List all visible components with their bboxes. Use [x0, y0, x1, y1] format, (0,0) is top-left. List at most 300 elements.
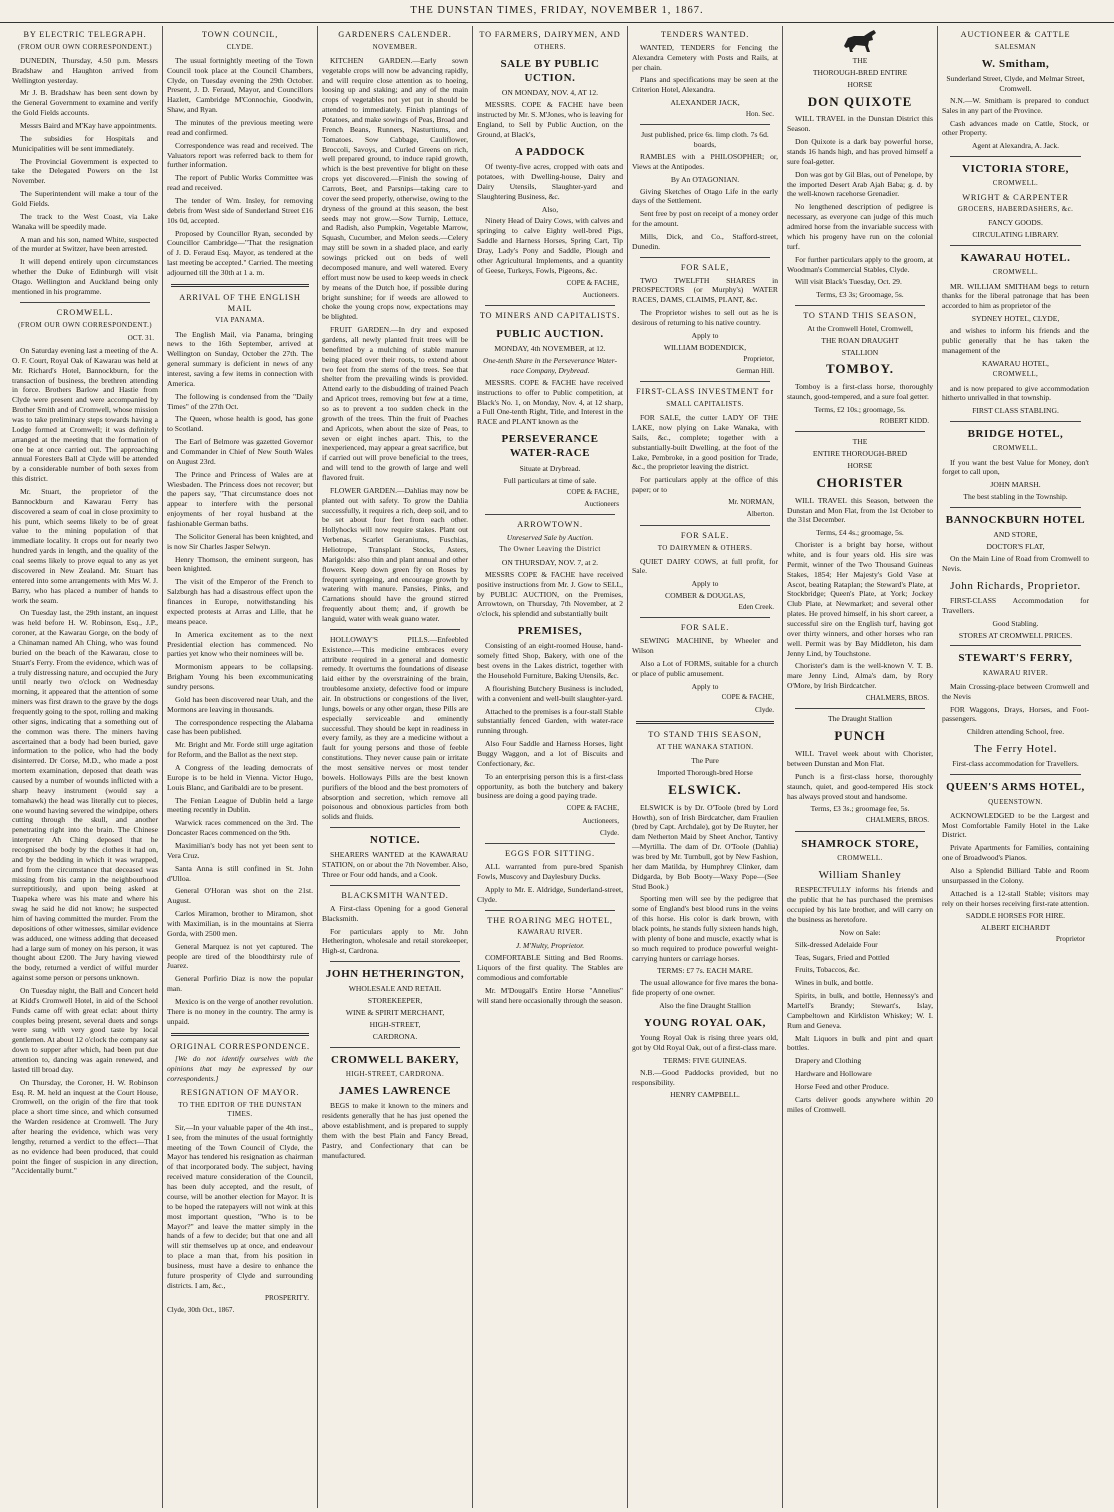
bannockburn-heading: BANNOCKBURN HOTEL — [945, 513, 1086, 526]
council-heading: TOWN COUNCIL, — [201, 30, 279, 39]
tomboy-stallion: STALLION — [841, 347, 879, 357]
bridge-text: If you want the best Value for Money, don't forget to call upon, — [942, 457, 1089, 477]
tenders-title: Hon. Sec. — [745, 109, 774, 118]
arrowtown-text: Also Four Saddle and Harness Horses, light Buggy Waggon, and a lot of Biscuits and Confectionary, &c. — [477, 739, 623, 768]
punch-terms: Terms, £3 3s.; groomage fee, 5s. — [810, 804, 910, 814]
unreserved-sub: The Owner Leaving the District — [499, 544, 601, 553]
machine-sale-place: Clyde. — [755, 705, 774, 714]
column-2 — [163, 26, 318, 1508]
punch-text: WILL Travel week about with Chorister, between Dunstan and Mon Flat. — [787, 749, 933, 769]
cromwell-byline: (FROM OUR OWN CORRESPONDENT.) — [18, 320, 152, 329]
divider — [950, 156, 1081, 157]
telegraph-para: The Superintendent will make a tour of the Gold Fields. — [12, 189, 158, 209]
kawarau-text: MR. WILLIAM SMITHAM begs to return thanks for the liberal patronage that has been accorded to him as proprietor of the — [942, 281, 1089, 311]
divider — [330, 1047, 460, 1048]
arrowtown-text: Consisting of an eight-roomed House, hand-somely fitted Shop, Bakery, with one of the best ovens in the Lakes district, together with the Household Furniture, Baking Utensils, &c. — [477, 641, 623, 680]
auctioneer-title: Auctioneers. — [582, 290, 619, 299]
arrowtown-text: MESSRS COPE & FACHE have received positive instructions from Mr. J. Gow to SELL, by PUBLIC AUCTION, on the Premises, Arrowtown, on Thursday, 7th November, at 2 o'clock, his splendid and substantially built — [477, 569, 623, 619]
chorister-text: WILL TRAVEL this Season, between the Dunstan and Mon Flat, from the 1st October to the 31st December. — [787, 495, 933, 525]
victoria-fancy: FANCY GOODS. — [988, 218, 1043, 228]
shamrock-sub: CROMWELL. — [837, 853, 883, 862]
shamrock-name: William Shanley — [818, 869, 902, 882]
bridge-name: JOHN MARSH. — [990, 480, 1041, 490]
cromwell-para: Mr. Stuart, the proprietor of the Bannockburn and Kawarau Ferry has discovered a seam of coal in close proximity to his punt, which seems likely to be of great value to the mining population of that immediate locality. It crops out for nearly two hundred yards in length, and the quality of the coal seems likely to prove equal to any as yet discovered in New Zealand. Mr. Stuart has entered into some arrangements with Mrs W. J. Barry, who has placed a number of hands to work the seam. — [12, 487, 158, 605]
auction-heading: PUBLIC AUCTION. — [496, 328, 604, 341]
notice-heading: NOTICE. — [369, 834, 421, 847]
sale-text: TWO TWELFTH SHARES in PROSPECTORS (or Murphy's) WATER RACES, DAMS, CLAIMS, PLANT, &c. — [632, 275, 778, 305]
cromwell-para: On Thursday, the Coroner, H. W. Robinson Esq. R. M. held an inquest at the Court House, Cromwell, on the origin of the fire that took place a short time since, and which consumed the Warden residence at Cromwell. The Jury after hearing the evidence, which was very lengthy, returned a verdict to the effect—That as no evidence had been produced, that could point the finger of suspicion in any direction, "Accidentally burnt." — [12, 1077, 158, 1176]
divider — [795, 831, 925, 832]
telegraph-para: Messrs Baird and M'Kay have appointments. — [20, 121, 157, 131]
farmers-heading: TO FARMERS, DAIRYMEN, AND — [479, 30, 621, 39]
auction-text: MESSRS. COPE & FACHE have received instructions to offer to Public competition, at Black's No. 1, on Monday, Nov. 4, at 12 sharp, a Full One-tenth Right, Title, and Interest in the RACE and PLANT known as the — [477, 377, 623, 427]
correspondence-note: [We do not identify ourselves with the opinions that may be expressed by our correspondents.] — [167, 1054, 313, 1084]
queens-arms-text: Private Apartments for Families, containing one of Broadwood's Pianos. — [942, 843, 1089, 863]
divider — [795, 708, 925, 709]
cromwell-para: On Tuesday last, the 29th instant, an inquest was held before H. W. Robinson, Esq., J.P., coroner, at the Kawarau Gorge, on the body of a Chinaman named Ah Ching, who was found buried on the beach of the Kawarau, close to Stuart's Ferry. From the evidence, which was of a truly distressing nature, and occupied the Jury until nearly two o'clock on Wednesday morning, it appeared that the attention of some miners was first drawn to the grave by the dogs frequently going to the spot, rolling and making other signs, indicating that a something out of the common was there. The miners having ascertained that a body had been buried, gave information to the police, who had the body disinterred. Dr Corse, M.D., who made a post mortem examination, deposed that death was caused by a number of wounds inflicted with a sharp heavy instrument (would say a tomahawk) the head was literally cut to pieces, one wound having severed the windpipe, others cutting through the skull, and another penetrating right into the brain. The Chinese interpreter Ah Ching deposed that he recognised the body by the clothes it had on, and by the bedding in which it was wrapped, and from the circumstance that deceased was missing from his camp in the neighbourhood surreptitiously, and upon being asked at Tuapeka where was his mate and where his swag he said he did not know; he suspected him of having committed the murder. From the depositions of other witnesses, similar evidence was adduced, one witness adding that deceased had a large sum of money on his person, it was thought about £200. The Jury having viewed the body, returned a verdict of wilful murder against some person or persons unknown. — [12, 608, 158, 983]
elswick-pure: The Pure — [691, 756, 719, 766]
don-quixote-horse: HORSE — [847, 79, 873, 89]
punch-text: Punch is a first-class horse, thoroughly staunch, quiet, and good-tempered His stock has always proved stout and handsome. — [787, 771, 933, 801]
book-text: Mills, Dick, and Co., Stafford-street, Dunedin. — [632, 232, 778, 251]
chorister-breed: ENTIRE THOROUGH-BRED — [812, 449, 908, 459]
queens-arms-text: Attached is a 12-stall Stable; visitors may rely on their horses receiving first-rate attention. — [942, 888, 1089, 908]
divider — [636, 721, 774, 724]
investment-heading: FIRST-CLASS INVESTMENT for — [636, 387, 774, 397]
roaring-meg-heading: THE ROARING MEG HOTEL, — [487, 915, 613, 925]
mail-para: Gold has been discovered near Utah, and the Mormons are leaving in thousands. — [167, 694, 313, 714]
arrowtown-date: ON THURSDAY, NOV. 7, at 2. — [501, 557, 599, 567]
mail-para: Mexico is on the verge of another revolution. There is no money in the country. The army is unpaid. — [167, 997, 313, 1026]
kawarau-sub: CROMWELL. — [992, 268, 1039, 277]
tenders-signature: ALEXANDER JACK, — [670, 98, 740, 108]
don-quixote-the: THE — [852, 56, 868, 65]
shamrock-item: Spirits, in bulk, and bottle, Hennessy's and Martell's Brandy; Stewart's, Islay, Campbeltown and Kirkliston Whiskey; W. I. Rum and Geneva. — [787, 991, 933, 1030]
unreserved-heading: Unreserved Sale by Auction. — [506, 533, 594, 542]
chorister-text: Chorister is a bright bay horse, without white, and is four years old. His sire was Permit, winner of the Two Thousand Guineas Stakes, 1854; Her Majesty's Gold Vase at Ascot, beating Rataplan; the Steward's Plate, at Stockbridge; Queen's Plate, at York; Jockey Club Plate, at Newmarket; and several other plates. He proved himself, in his short career, a successful sire on the English turf, having got over thirty winners, and other horses who ran well. Permit was by Bay Middleton, his dam Jenny Lind, by Touchstone. — [787, 540, 933, 658]
divider — [795, 305, 925, 306]
sale-title: Proprietor, — [743, 354, 774, 363]
mail-para: Henry Thomson, the eminent surgeon, has been knighted. — [167, 554, 313, 574]
machine-sale-text: SEWING MACHINE, by Wheeler and Wilson — [632, 636, 778, 656]
bannockburn-sub: AND STORE, — [993, 530, 1038, 540]
campbell-signature: HENRY CAMPBELL. — [670, 1090, 740, 1100]
stewarts-ferry-text: FOR Waggons, Drays, Horses, and Foot-passengers. — [942, 704, 1089, 724]
tomboy-breed: THE ROAN DRAUGHT — [821, 335, 899, 345]
smitham-agent: Agent at Alexandra, A. Jack. — [971, 141, 1060, 151]
victoria-sub: CROMWELL. — [992, 179, 1039, 188]
telegraph-para: The Provincial Government is expected to take the Delegated Powers on the 1st November. — [12, 156, 158, 186]
cromwell-para: On Tuesday night, the Ball and Concert held at Kidd's Cromwell Hotel, in aid of the School Funds came off with great eclat: about thirty couples being present, several duets and songs were sung with very good taste by local gentlemen. At about 12 o'clock the company sat down to supper after which, had been put due attention to, dancing was again renewed, and lasted till broad day. — [12, 986, 158, 1074]
eggs-text: Apply to Mr. E. Aldridge, Sunderland-street, Clyde. — [477, 884, 623, 904]
hetherington-line: STOREKEEPER, — [367, 996, 423, 1006]
punch-signature: CHALMERS, BROS. — [865, 816, 929, 825]
mail-para: Warwick races commenced on the 3rd. The Doncaster Races commenced on the 9th. — [167, 818, 313, 838]
investment-signature: Mr. NORMAN, — [728, 498, 774, 507]
don-quixote-text: Don was got by Gil Blas, out of Penelope, by the imported Desert Arab Ajah Baba; g. d. by the well-known racehorse Grenadier. — [787, 169, 933, 199]
don-quixote-text: For further particulars apply to the groom, at Woodman's Commercial Stables, Clyde. — [787, 254, 933, 274]
shamrock-item: Hardware and Holloware — [795, 1069, 872, 1079]
correspondence-heading: ORIGINAL CORRESPONDENCE. — [170, 1041, 310, 1051]
shamrock-item: Fruits, Tobaccos, &c. — [795, 965, 860, 975]
shamrock-item: Teas, Sugars, Fried and Pottled — [795, 952, 890, 962]
don-quixote-text: No lengthened description of pedigree is necessary, as everyone can judge of this much admired horse from the invariable success with which his progeny have run on the colonial turf. — [787, 202, 933, 251]
smitham-address: Sunderland Street, Clyde, and Melmar Street, Cromwell. — [946, 74, 1085, 94]
ferry-hotel-text: First-class accommodation for Travellers. — [952, 759, 1079, 769]
mail-para: Santa Anna is still confined in St. John d'Ulloa. — [167, 863, 313, 883]
mail-para: The Queen, whose health is good, has gone to Scotland. — [167, 414, 313, 434]
resignation-to: TO THE EDITOR OF THE DUNSTAN TIMES. — [178, 1100, 302, 1118]
divider — [950, 507, 1081, 508]
divider — [330, 885, 460, 886]
elswick-imported: Imported Thorough-bred Horse — [657, 767, 753, 777]
smitham-name: W. Smitham, — [981, 57, 1050, 70]
elswick-terms: TERMS: £7 7s. EACH MARE. — [657, 966, 753, 976]
masthead: THE DUNSTAN TIMES, FRIDAY, NOVEMBER 1, 1867. — [0, 0, 1114, 23]
arrowtown-text: Attached to the premises is a four-stall Stable substantially fenced Garden, with water-race running through. — [477, 706, 623, 736]
tomboy-location: At the Cromwell Hotel, Cromwell, — [807, 323, 913, 333]
stewarts-ferry-sub: KAWARAU RIVER. — [982, 668, 1049, 677]
auctioneer-title: Auctioneers, — [582, 816, 619, 825]
richards-name: John Richards, Proprietor. — [950, 579, 1081, 592]
horse-icon — [838, 28, 882, 54]
dairy-sale-sub: TO DAIRYMEN & OTHERS. — [657, 543, 753, 552]
machine-sale-signature: COPE & FACHE, — [721, 693, 774, 702]
sale-heading: FOR SALE, — [680, 262, 730, 272]
tomboy-text: Tomboy is a first-class horse, thoroughly staunch, good-tempered, and a sure foal getter. — [787, 382, 933, 402]
don-quixote-terms: Terms, £3 3s; Groomage, 5s. — [816, 290, 904, 300]
tenders-text: Plans and specifications may be seen at the Criterion Hotel, Alexandra. — [632, 75, 778, 95]
blacksmith-text: For particulars apply to Mr. John Hetherington, wholesale and retail storekeeper, High-st, Cardrona. — [322, 926, 468, 956]
victoria-owners: WRIGHT & CARPENTER — [962, 192, 1069, 202]
don-quixote-text: WILL TRAVEL in the Dunstan District this Season. — [787, 114, 933, 134]
tomboy-name: TOMBOY. — [825, 361, 895, 377]
divider — [330, 961, 460, 962]
roaring-meg-sub: KAWARAU RIVER. — [517, 928, 583, 937]
council-para: The usual fortnightly meeting of the Town Council took place at the Council Chambers, Clyde, on Tuesday evening the 29th October. Present, J. D. Feraud, Mayor, and Councillors Hazlett, Cambridge M'Connochie, Goodwin, Shaw, and Ryan. — [167, 55, 313, 115]
telegraph-para: Mr J. B. Bradshaw has been sent down by the General Government to examine and verify the Gold Fields accounts. — [12, 88, 158, 118]
don-quixote-text: Will visit Black's Tuesday, Oct. 29. — [795, 277, 902, 287]
telegraph-para: It will depend entirely upon circumstances whether the Duke of Edinburgh will visit Otago. Wellington and Auckland being only mentioned in his programme. — [12, 257, 158, 296]
shamrock-sale: Now on Sale: — [839, 927, 881, 937]
arrowtown-heading: ARROWTOWN. — [517, 520, 583, 530]
tomboy-signature: ROBERT KIDD. — [879, 416, 929, 425]
telegraph-para: A man and his son, named White, suspected of the murder at Switzer, have been arrested. — [12, 234, 158, 254]
divider — [640, 525, 770, 526]
column-5 — [628, 26, 783, 1508]
dairy-sale-heading: FOR SALE. — [680, 530, 730, 540]
also-label: Also, — [541, 204, 559, 214]
tenders-heading: TENDERS WANTED. — [660, 30, 750, 39]
kawarau-text: and is now prepared to give accommodation hitherto unrivalled in that township. — [942, 383, 1089, 403]
bridge-sub: CROMWELL. — [992, 444, 1039, 453]
royal-oak-nb: N.B.—Good Paddocks provided, but no responsibility. — [632, 1067, 778, 1087]
divider — [171, 1033, 309, 1036]
hetherington-line: CARDRONA. — [372, 1031, 418, 1041]
council-para: Proposed by Councillor Ryan, seconded by Councillor Cambridge—"That the resignation of J. D. Feraud Esq. Mayor, as tendered at the last meeting be accepted." Carried. The meeting adjourned till the 30th at 1 a. m. — [167, 228, 313, 278]
victoria-heading: VICTORIA STORE, — [961, 163, 1070, 176]
don-quixote-breed: THOROUGH-BRED ENTIRE — [812, 67, 908, 77]
lawrence-name: JAMES LAWRENCE — [339, 1085, 451, 1098]
hetherington-line: HIGH-STREET, — [369, 1020, 421, 1030]
elswick-text: Sporting men will see by the pedigree that some of England's best blood runs in the veins of this horse. His color is dark brown, with black points, he stands fully sixteen hands high, with plenty of bone and muscle, exactly what is so much required to produce powerful weight-carrying hunters or carriage horses. — [632, 894, 778, 963]
investment-sub: SMALL CAPITALISTS. — [666, 400, 744, 409]
richards-stabling: Good Stabling. — [992, 618, 1039, 628]
mail-para: The Earl of Belmore was gazetted Governor and Commander in Chief of New South Wales on August 23rd. — [167, 437, 313, 466]
divider — [171, 284, 309, 287]
council-sub: CLYDE. — [226, 42, 254, 51]
shamrock-item: Horse Feed and other Produce. — [795, 1081, 889, 1091]
sale-signature: WILLIAM BODENDICK, — [663, 342, 747, 352]
divider — [640, 381, 770, 382]
blacksmith-heading: BLACKSMITH WANTED. — [341, 891, 449, 901]
auction-text: Full particulars at time of sale. — [503, 475, 597, 485]
divider — [485, 910, 615, 911]
tenders-text: WANTED, TENDERS for Fencing the Alexandra Cemetery with Posts and Rails, at per chain. — [632, 42, 778, 72]
cromwell-heading: CROMWELL. — [56, 307, 114, 317]
mail-heading: ARRIVAL OF THE ENGLISH MAIL — [179, 292, 301, 313]
auctioneer-title: Auctioneers — [584, 499, 619, 508]
mail-para: The following is condensed from the "Daily Times" of the 27th Oct. — [167, 391, 313, 411]
elswick-heading: TO STAND THIS SEASON, — [648, 730, 762, 740]
telegraph-heading: BY ELECTRIC TELEGRAPH. — [23, 30, 147, 39]
council-para: Correspondence was read and received. The Valuators report was referred back to them for further information. — [167, 140, 313, 170]
royal-oak-text: Young Royal Oak is rising three years old, got by Old Royal Oak, out of a first-class mare. — [632, 1033, 778, 1053]
divider — [795, 431, 925, 432]
book-title: RAMBLES with a PHILOSOPHER; or, Views at the Antipodes. — [632, 152, 778, 171]
share-heading: One-tenth Share in the Perseverance Water-race Company, Drybread. — [482, 356, 618, 376]
columns — [8, 26, 1106, 1508]
queens-arms-signature: ALBERT EICHARDT — [980, 923, 1051, 933]
hetherington-name: JOHN HETHERINGTON, — [325, 968, 465, 981]
column-6 — [783, 26, 938, 1508]
roaring-meg-text: Mr. M'Dougall's Entire Horse "Annelius" will stand here occasionally through the season. — [477, 985, 623, 1005]
auctioneer-place: Clyde. — [600, 829, 619, 838]
mail-para: General Marquez is not yet captured. The people are tired of the bloodthirsty rule of Juarez. — [167, 941, 313, 971]
hetherington-line: WHOLESALE AND RETAIL — [348, 984, 442, 994]
shamrock-text: RESPECTFULLY informs his friends and the public that he has purchased the premises occupied by his late brother, and will carry on the business as heretofore. — [787, 885, 933, 924]
divider — [330, 629, 460, 630]
dairy-sale-text: QUIET DAIRY COWS, at full profit, for Sale. — [632, 556, 778, 576]
resignation-signature: PROSPERITY. — [264, 1293, 309, 1302]
bannockburn-flat: DOCTOR'S FLAT, — [986, 542, 1045, 552]
mail-para: Carlos Miramon, brother to Miramon, shot with Maximilian, is in the mountains at Sierra Gorda, with 2500 men. — [167, 909, 313, 938]
holloway-ad: HOLLOWAY'S PILLS.—Enfeebled Existence.—This medicine embraces every attribute required in a general and domestic remedy. It overturns the foundations of disease laid either by the overstraining of the brain, troublesome anxiety, defective food or impure air. In obstructions or congestions of the liver, lungs, bowels or any other organ, these Pills are especially serviceable and eminently successful. They should be kept in readiness in every family, as they are a medicine without a fault for young persons and those of feeble constitutions. They never cause pain or irritate the most sensitive nerves or most tender bowels. Holloways Pills are the best known purifiers of the blood and the best promoters of absorption and secretion, which remove all poisonous and obnoxious particles from both solids and fluids. — [322, 634, 468, 822]
mail-para: Mormonism appears to be collapsing. Brigham Young his been excommunicating sundry persons. — [167, 662, 313, 691]
mail-para: The Prince and Princess of Wales are at Wiesbaden. The Princess does not recover; but the papers say, "That circumstance does not appear to interfere with the personal enjoyments of her royal husband at the fashionable German baths. — [167, 469, 313, 529]
shamrock-item: Drapery and Clothing — [795, 1056, 862, 1066]
chorister-terms: Terms, £4 4s.; groomage, 5s. — [816, 528, 904, 538]
resignation-para: Sir,—In your valuable paper of the 4th inst., I see, from the minutes of the usual fortnightly meeting of the Town Council of Clyde, the Mayor has tendered his resignation as chairman of that incorporated body. The subject, having received mature consideration of the Council, has been duly accepted, and the result, of course, will be another election for Mayor. It is to be hoped the ratepayers will not wink at this most important question, "Who is to be Mayor?" and leave the matter simply in the hands of a few to decide; but that one and all will stir themselves up at once, and endeavour to place a man that, from his position in business, must have a desire to enhance the future prosperity of Clyde and surrounding districts. I am, &c., — [167, 1122, 313, 1290]
machine-sale-text: Also a Lot of FORMS, suitable for a church or place of public amusement. — [632, 658, 778, 678]
bridge-heading: BRIDGE HOTEL, — [967, 428, 1064, 441]
queens-arms-title: Proprietor — [1055, 935, 1085, 944]
mail-para: Mr. Bright and Mr. Forde still urge agitation for Reform, and the Ballot as the next step. — [167, 740, 313, 760]
gardeners-para: FLOWER GARDEN.—Dahlias may now be planted out with safety. To grow the Dahlia successfully, it requires a rich, deep soil, and to be set about four feet from each other. Hollyhocks will now require stakes. Plant out Verbenas, Scarlet Geraniums, Fuschias, Heliotrope, Transplant Stocks, Asters, Marigolds: also thin and plant annual and other flowers. Keep down green fly on Roses by frequent syringeing, and encourage growth by watering with manure. Pansies, Pinks, and Carnations should have the ground stirred frequently about them; and, if growth be languid, water with weak guano water. — [322, 485, 468, 623]
premises-heading: PREMISES, — [517, 625, 583, 638]
dairy-sale-place: Eden Creek. — [738, 603, 774, 612]
eggs-text: ALL warranted from pure-bred Spanish Fowls, Muscovy and Daylesbury Ducks. — [477, 862, 623, 882]
book-text: Sent free by post on receipt of a money order for the amount. — [632, 209, 778, 229]
sale-text: Of twenty-five acres, cropped with oats and potatoes, with Dwelling-house, Dairy and Dairy Utensils, Slaughter-yard and Slaughtering Business, &c. — [477, 162, 623, 201]
book-text: Giving Sketches of Otago Life in the early days of the Settlement. — [632, 186, 778, 206]
divider — [330, 827, 460, 828]
mail-para: The English Mail, via Panama, bringing news to the 16th September, arrived at Wellington on Sunday, October the 27th. The general summary is deficient in news of any interest, saving a few items in connection with America. — [167, 329, 313, 388]
auctioneer-signature: COPE & FACHE, — [566, 487, 619, 496]
punch-name: PUNCH — [834, 728, 886, 744]
queens-arms-heading: QUEEN'S ARMS HOTEL, — [946, 781, 1085, 794]
bakery-heading: CROMWELL BAKERY, — [331, 1053, 459, 1066]
divider — [485, 305, 615, 306]
shamrock-heading: SHAMROCK STORE, — [801, 837, 919, 850]
auction-date: MONDAY, 4th NOVEMBER, at 12. — [494, 344, 606, 354]
sale-text: The Proprietor wishes to sell out as he is desirous of returning to his native country. — [632, 308, 778, 327]
sale-heading: SALE BY PUBLIC UCTION. — [500, 57, 600, 85]
arrowtown-text: A flourishing Butchery Business is included, with a convenient and well-built slaughter-yard. — [477, 683, 623, 703]
machine-sale-apply: Apply to — [691, 681, 719, 691]
farmers-heading-2: OTHERS. — [534, 42, 566, 51]
divider — [950, 421, 1081, 422]
mail-para: The correspondence respecting the Alabama case has been published. — [167, 717, 313, 737]
chorister-the: THE — [852, 437, 868, 447]
smitham-heading: AUCTIONEER & CATTLE — [960, 30, 1071, 39]
chorister-horse: HORSE — [847, 460, 873, 470]
stewarts-ferry-text-3: Children attending School, free. — [966, 727, 1065, 737]
column-4 — [473, 26, 628, 1508]
lawrence-text: BEGS to make it known to the miners and residents generally that he has just opened the above establishment, and is prepared to supply them with the best Plain and Fancy Bread, Pastry, and Confectionary that can be manufactured. — [322, 1101, 468, 1160]
gardeners-sub: NOVEMBER. — [372, 42, 418, 51]
race-heading: PERSEVERANCE WATER-RACE — [501, 433, 599, 460]
kawarau-text: and wishes to inform his friends and the public generally that he has taken the management of the — [942, 326, 1089, 355]
blacksmith-text: A First-class Opening for a good General Blacksmith. — [322, 903, 468, 923]
cromwell-date: OCT. 31. — [127, 333, 154, 342]
shamrock-item: Wines in bulk, and bottle. — [795, 978, 874, 988]
arrowtown-text: To an enterprising person this is a first-class opportunity, as both the butchery and bakery business are doing a good paying trade. — [477, 771, 623, 801]
sale-text: Ninety Head of Dairy Cows, with calves and springing to calve Eighty well-bred Pigs, Saddle and Harness Horses, Spring Cart, Tip Dray, Lady's Pony and Saddle, Plough and other Agricultural Implements, and a quantity of Geese, Turkeys, Fowls, Pigeons, &c. — [477, 216, 623, 275]
queens-arms-hire: SADDLE HORSES FOR HIRE. — [965, 911, 1066, 921]
kawarau-heading: KAWARAU HOTEL. — [960, 252, 1071, 265]
mail-para: The Solicitor General has been knighted, and is now Sir Charles Jasper Selwyn. — [167, 531, 313, 551]
telegraph-para: DUNEDIN, Thursday, 4.50 p.m. Messrs Bradshaw and Haughton arrived from Wellington yesterday. — [12, 55, 158, 85]
sale-date: ON MONDAY, NOV. 4, AT 12. — [501, 88, 599, 98]
bridge-text-2: The best stabling in the Township. — [963, 492, 1068, 502]
mail-para: The Fenian League of Dublin held a large meeting recently in Dublin. — [167, 795, 313, 815]
mail-para: A Congress of the leading democrats of Europe is to be held in Vienna. Victor Hugo, Louis Blanc, and Garibaldi are to be present. — [167, 762, 313, 792]
elswick-sub: AT THE WANAKA STATION. — [656, 742, 754, 751]
shamrock-carts: Carts deliver goods anywhere within 20 miles of Cromwell. — [787, 1094, 933, 1114]
roaring-meg-proprietor: J. M'Nulty, Proprietor. — [515, 941, 585, 951]
richards-text: FIRST-CLASS Accommodation for Travellers. — [942, 595, 1089, 615]
divider — [640, 124, 770, 125]
elswick-text: ELSWICK is by Dr. O'Toole (bred by Lord Howth), son of Irish Birdcatcher, dam Fraulien (bred by Capt. Archdale), got by De Ruyter, her dam Netherton Maid by Sheet Anchor, Tantivy—Myrtilla. The dam of Dr. O'Toole (Dahlia) was bred by Mr. Turnbull, got by New Fashion, her dam Matilda, by Humphrey Clinker, dam Didgarda, by Bob Booty—Waxy Pope—(See Stud Book.) — [632, 802, 778, 891]
royal-oak-terms: TERMS: FIVE GUINEAS. — [663, 1055, 747, 1065]
royal-oak-name: YOUNG ROYAL OAK, — [644, 1016, 766, 1029]
bakery-sub: HIGH-STREET, CARDRONA. — [345, 1070, 445, 1079]
column-1 — [8, 26, 163, 1508]
victoria-library: CIRCULATING LIBRARY. — [972, 230, 1059, 240]
auctioneer-signature: COPE & FACHE, — [566, 278, 619, 287]
column-7 — [938, 26, 1093, 1508]
investment-text: For particulars apply at the office of this paper; or to — [632, 475, 778, 495]
telegraph-byline: (FROM OUR OWN CORRESPONDENT.) — [18, 42, 152, 51]
don-quixote-text: Don Quixote is a dark bay powerful horse, stands 16 hands high, and has proved himself a sure foal-getter. — [787, 137, 933, 166]
queens-arms-sub: QUEENSTOWN. — [988, 797, 1043, 806]
tomboy-heading: TO STAND THIS SEASON, — [803, 311, 917, 321]
shamrock-item: Silk-dressed Adelaide Four — [795, 939, 878, 949]
divider — [950, 774, 1081, 775]
council-para: The minutes of the previous meeting were read and confirmed. — [167, 118, 313, 137]
kawarau-hotel-2: KAWARAU HOTEL, — [982, 358, 1049, 368]
telegraph-para: The subsidies for Hospitals and Municipalities will be sent immediately. — [12, 133, 158, 153]
queens-arms-text: Also a Splendid Billiard Table and Room unsurpassed in the Colony. — [942, 865, 1089, 885]
stewarts-ferry-heading: STEWART'S FERRY, — [958, 652, 1073, 665]
sale-place: German Hill. — [736, 366, 774, 375]
bannockburn-text: On the Main Line of Road from Cromwell to Nevis. — [942, 553, 1089, 573]
richards-stores: STORES AT CROMWELL PRICES. — [958, 630, 1073, 640]
queens-arms-text: ACKNOWLEDGED to be the Largest and Most Comfortable Family Hotel in the Lake District. — [942, 810, 1089, 840]
dairy-sale-apply: Apply to — [691, 579, 719, 589]
divider — [485, 843, 615, 844]
council-para: The report of Public Works Committee was read and received. — [167, 173, 313, 193]
gardeners-heading: GARDENERS CALENDER. — [338, 30, 452, 39]
sydney-hotel: SYDNEY HOTEL, CLYDE, — [971, 314, 1060, 324]
auction-text: Situate at Drybread. — [519, 463, 581, 473]
smitham-text: N.N.—W. Smitham is prepared to conduct Sales in any part of the Province. — [942, 95, 1089, 115]
dairy-sale-signature: COMBER & DOUGLAS, — [665, 591, 745, 601]
divider — [950, 645, 1081, 646]
book-author: By An OTAGONIAN. — [670, 174, 740, 184]
notice-text: SHEARERS WANTED at the KAWARAU STATION, on or about the 7th November. Also, Three or Four odd hands, and a Cook. — [322, 850, 468, 880]
divider — [20, 302, 150, 303]
elswick-name: ELSWICK. — [668, 781, 742, 797]
mail-sub: VIA PANAMA. — [215, 316, 265, 325]
investment-text: FOR SALE, the cutter LADY OF THE LAKE, now plying on Lake Wanaka, with Sails, &c., complete; together with a substantially-built Dwelling, at the foot of the Lake, Pembroke, in a good position for Trade, &c., the proprietor leaving the district. — [632, 413, 778, 472]
capitalists-heading: TO MINERS AND CAPITALISTS. — [479, 311, 621, 321]
mail-para: Maximilian's body has not yet been sent to Vera Cruz. — [167, 840, 313, 860]
resignation-heading: RESIGNATION OF MAYOR. — [180, 1087, 300, 1097]
ferry-hotel-heading: The Ferry Hotel. — [973, 743, 1058, 756]
telegraph-para: The track to the West Coast, via Lake Wanaka will be speedily made. — [12, 211, 158, 231]
don-quixote-name: DON QUIXOTE — [807, 93, 913, 109]
resignation-date: Clyde, 30th Oct., 1867. — [167, 1305, 235, 1314]
elswick-text: The usual allowance for five mares the bona-fide property of one owner. — [632, 978, 778, 998]
chorister-name: CHORISTER — [816, 474, 904, 490]
sale-apply: Apply to — [691, 330, 719, 340]
sale-text: MESSRS. COPE & FACHE have been instructed by Mr. S. M'Jones, who is leaving for England, to Sell by Public Auction, on the Ground, at Black's, — [477, 100, 623, 139]
roaring-meg-text: COMFORTABLE Sitting and Bed Rooms. Liquors of the first quality. The Stables are commodious and comfortable — [477, 953, 623, 983]
machine-sale-heading: FOR SALE. — [680, 623, 730, 633]
kawarau-hotel-2-sub: CROMWELL, — [992, 370, 1039, 379]
divider — [640, 257, 770, 258]
smitham-text: Cash advances made on Cattle, Stock, or other Property. — [942, 118, 1089, 138]
divider — [640, 617, 770, 618]
mail-para: In America excitement as to the next Presidential election has commenced. No parties yet know who their nominees will be. — [167, 629, 313, 659]
investment-place: Alberton. — [746, 510, 774, 519]
cromwell-para: On Saturday evening last a meeting of the A. O. F. Court, Royal Oak of Kawarau was held at Mr. Richard's Hotel, Bannockburn, for the transaction of business, the brethren attending in force. Brothers Barlow and Hastie from Clyde were present and were accompanied by Brother Smith and of Cromwell, whose mission was to take preliminary steps towards having a Lodge formed at Cromwell; it was definitely arranged at the meeting that the formation of one be at once carried out. The approaching annual Foresters Ball at Clyde will be attended by a considerable number of both sexes from this district. — [12, 346, 158, 484]
column-3 — [318, 26, 473, 1508]
hetherington-line: WINE & SPIRIT MERCHANT, — [345, 1008, 445, 1018]
stewarts-ferry-text: Main Crossing-place between Cromwell and the Nevis — [942, 681, 1089, 701]
book-intro: Just published, price 6s. limp cloth. 7s 6d. boards, — [641, 130, 769, 150]
kawarau-stabling: FIRST CLASS STABLING. — [972, 406, 1059, 416]
mail-para: General O'Horan was shot on the 21st. August. — [167, 886, 313, 906]
council-para: The tender of Wm. Insley, for removing debris from West side of Sunderland Street £16 10s 0d, accepted. — [167, 196, 313, 225]
chorister-text: Chorister's dam is the well-known V. T. B. mare Jenny Lind, Alma's dam, by Rory O'More, by Irish Birdcatcher. — [787, 661, 933, 691]
divider — [485, 514, 615, 515]
shamrock-item: Malt Liquors in bulk and pint and quart bottles. — [787, 1033, 933, 1053]
auctioneer-signature: COPE & FACHE, — [566, 804, 619, 813]
eggs-heading: EGGS FOR SITTING. — [505, 849, 595, 859]
